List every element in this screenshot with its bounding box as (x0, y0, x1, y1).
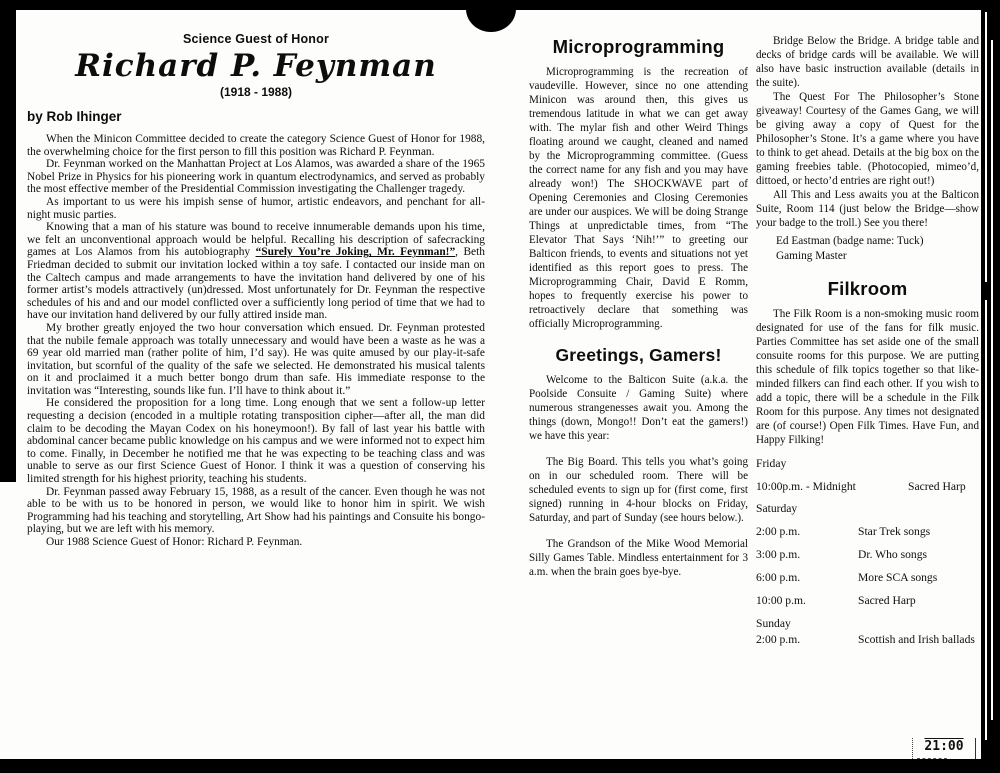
page-edge-line (985, 300, 987, 740)
schedule-day: Saturday (756, 502, 798, 515)
signature-block (756, 234, 979, 264)
paragraph: My brother greatly enjoyed the two hour conversation which ensued. Dr. Feynman protested that the nubile female approach was totally unnecessary and would have been a waste as he was a 69 year old married man (rather polite of him, I’d say). He was quite amused by our play-it-safe invitation, but scornful of the quality of the safe we selected. He demonstrated his musical talents on it and proclaimed it a much better bongo drum than safe. His immediate response to the invitation was “Interesting, sounds like fun. I’ll have to think about it.” (27, 321, 485, 397)
page-edge-line (985, 12, 987, 282)
paragraph: The Big Board. This tells you what’s going on in our scheduled room. There will be scheduled events to sign up for (first come, first signed) running in 4-hour blocks on Friday, Saturday, and part of Sunday (see hours below.). (529, 456, 748, 524)
left-page (27, 32, 485, 549)
slot-event: Sacred Harp (858, 594, 916, 607)
right-page-column-2 (756, 34, 979, 648)
scan-left-edge (0, 0, 16, 482)
paragraph: The Grandson of the Mike Wood Memorial Silly Games Table. Mindless entertainment for 3 a.m. when the brain goes bye-bye. (529, 538, 748, 578)
schedule-slot (756, 520, 979, 543)
slot-time: 10:00 p.m. (756, 594, 806, 607)
paragraph: Bridge Below the Bridge. A bridge table and decks of bridge cards will be available. We will also have basic instruction available (details in the suite). (756, 35, 979, 89)
paragraph: As important to us were his impish sense of humor, artistic endeavors, and penchant for all-night music parties. (27, 195, 485, 221)
schedule-slot (756, 566, 979, 589)
paragraph: Welcome to the Balticon Suite (a.k.a. the Poolside Consuite / Gaming Suite) where numerous strangenesses await you. Among the things (down, Mongo!! Don’t eat the gamers!) we have this year: (529, 374, 748, 442)
section-heading-filkroom: Filkroom (827, 278, 908, 299)
timestamp-stamp (912, 738, 976, 759)
section-heading-microprogramming: Microprogramming (552, 36, 725, 57)
paragraph: The Quest For The Philosopher’s Stone giveaway! Courtesy of the Games Gang, we will be giving away a copy of Quest for the Philosopher’s Stone. It’s a game where you have to think to get ahead. Details at the big box on the gaming freebies table. (Photocopied, mimeo’d, dittoed, or hecto’d entries are right out!) (756, 91, 979, 187)
page-title: Richard P. Feynman (75, 48, 437, 84)
slot-event: Star Trek songs (858, 525, 931, 538)
slot-time: 2:00 p.m. (756, 525, 801, 538)
paragraph-text: , Beth Friedman decided to submit our invitation locked within a toy safe. I contacted our inside man on the Caltech campus and made arrangements to have the invitation hand delivered by one of his former artist’s models attractively (un)dressed. Most unfortunately for Dr. Feynman the respective schedules of his and and our model conflicted over a sufficiently long period of time that we had to have our invitation hand delivered by our fully attired inside man. (27, 246, 485, 322)
signature-name: Ed Eastman (badge name: Tuck) (776, 235, 924, 247)
signature-title: Gaming Master (776, 250, 847, 262)
paragraph: The Filk Room is a non-smoking music room designated for use of the fans for filk music. Parties Committee has set aside one of the small consuite rooms for this purpose. We are putting this schedule of filk topics together so that like-minded filkers can find each other. If you wish to add a topic, there will be a schedule in the Filk Room for this purpose. Any times not designated are (of course!) Open Filk Times. Have Fun, and Happy Filking! (756, 308, 979, 446)
timestamp-underline (917, 757, 947, 759)
paragraph: Dr. Feynman worked on the Manhattan Project at Los Alamos, was awarded a share of the 1965 Nobel Prize in Physics for his pioneering work in quantum electrodynamics, and served as probably the most effective member of the Presidential Commission investigating the Challenger tragedy. (27, 158, 485, 196)
slot-event: Sacred Harp (908, 480, 966, 493)
filk-schedule (756, 453, 979, 648)
paragraph: All This and Less awaits you at the Balticon Suite, Room 114 (just below the Bridge—show your badge to the troll.) See you there! (756, 189, 979, 229)
schedule-day: Sunday (756, 617, 791, 630)
book-title: “Surely You’re Joking, Mr. Feynman!” (255, 246, 456, 259)
paragraph: When the Minicon Committee decided to create the category Science Guest of Honor for 1988, the overwhelming choice for the first person to fill this position was Richard P. Feynman. (27, 133, 485, 158)
slot-time: 3:00 p.m. (756, 548, 801, 561)
slot-time: 6:00 p.m. (756, 571, 801, 584)
life-dates: (1918 - 1988) (219, 85, 293, 99)
schedule-slot (756, 632, 979, 648)
scan-left-page-bleed (0, 482, 16, 759)
feynman-article (27, 133, 485, 549)
page-edge-line (991, 40, 993, 720)
slot-time: 2:00 p.m. (756, 633, 801, 646)
timestamp-text: 21:00 (924, 739, 964, 754)
paragraph: Dr. Feynman passed away February 15, 1988, as a result of the cancer. Even though he was not able to be with us to be honored in person, we would like to honor him in spirit. We wish Programming had his teaching and storytelling, Art Show had his paintings and Consuite his bongo-playing, but we are left with his memory. (27, 485, 485, 536)
paragraph (27, 221, 485, 322)
schedule-day: Friday (756, 457, 787, 470)
slot-event: Scottish and Irish ballads (858, 633, 975, 646)
slot-event: More SCA songs (858, 571, 938, 584)
slot-time: 10:00p.m. - Midnight (756, 480, 856, 493)
right-page-column-1 (529, 36, 748, 579)
paragraph-text: Knowing that a man of his stature was bound to receive innumerable demands upon his time, we felt an unconventional approach would be helpful. Recalling his description of safecracking games at Los Alamos from his autobiography (27, 221, 485, 259)
paragraph: Our 1988 Science Guest of Honor: Richard P. Feynman. (46, 536, 303, 548)
schedule-slot (756, 589, 979, 612)
byline: by Rob Ihinger (27, 109, 122, 124)
schedule-slot (756, 475, 979, 498)
slot-event: Dr. Who songs (858, 548, 928, 561)
section-heading-gamers: Greetings, Gamers! (555, 345, 722, 365)
paragraph: Microprogramming is the recreation of vaudeville. However, since no one attending Minicon was around then, this gives us tremendous latitude in what we can get away with. The mylar fish and other Weird Things floating around we caught, cleaned and named by the Microprogramming committee. (Guess the correct name for any fish and you may have already won!) The SHOCKWAVE part of Opening Ceremonies and Closing Ceremonies are under our auspices. We will be doing Strange Things at unpredictable times, from “The Elevator That Says ‘Nih!’” to greeting our Balticon friends, to events and situations not yet identified as this report goes to press. The Microprogramming Chair, David E Romm, hopes to frequently exercise his power to retroactively declare that something was officially Microprogramming. (529, 66, 748, 330)
paragraph: He considered the proposition for a long time. Long enough that we sent a follow-up letter requesting a decision (encoded in a multiple rotating transposition cipher—after all, the man did claim to be decoding the Mayan Codex on his honeymoon!). By fall of last year his battle with abdominal cancer became public knowledge on his campus and we were informed not to expect him to come. Finally, in December he notified me that he was expecting to be teaching class and was unable to serve as our first Science Guest of Honor. I think it was a question of conserving his limited strength for his highest priority, teaching his students. (27, 397, 485, 486)
schedule-slot (756, 543, 979, 566)
kicker: Science Guest of Honor (182, 32, 330, 46)
